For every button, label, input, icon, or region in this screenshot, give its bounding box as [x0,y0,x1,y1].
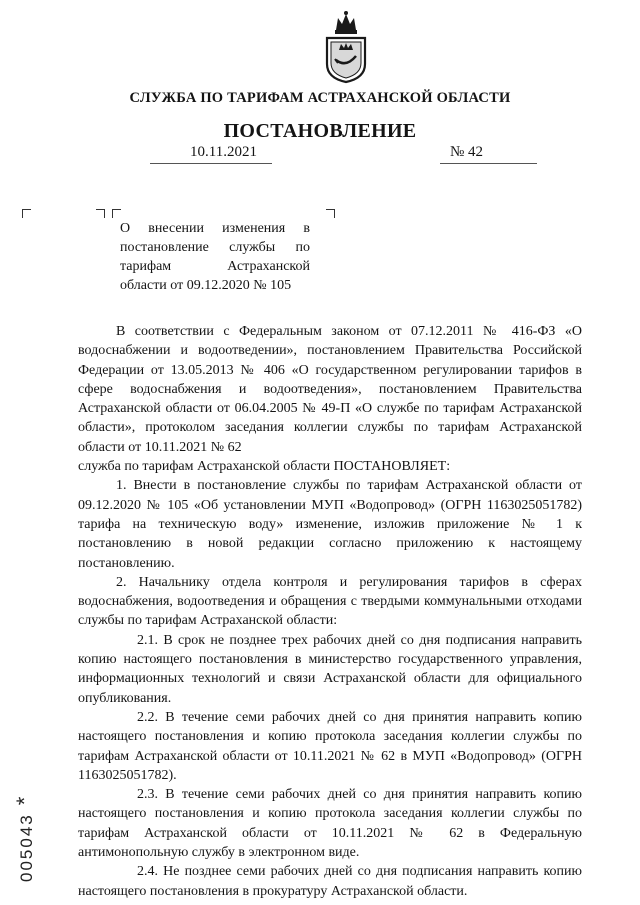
corner-mark [112,209,121,218]
date-underline [150,163,272,164]
coat-of-arms-icon [322,8,370,84]
number-underline [440,163,537,164]
registration-stamp [12,752,38,882]
document-body [78,322,582,901]
subject-line: области от 09.12.2020 № 105 [120,278,292,293]
subject-line: постановление службы по [120,240,310,255]
corner-mark [22,209,31,218]
preamble-paragraph: В соответствии с Федеральным законом от 07.12.2011 № 416-ФЗ «О водоснабжении и водоотведении», постановлением Правительства Российской Федерации от 13.05.2013 № 406 «О государственном регулировании тарифов в сфере водоснабжения и водоотведения», постановлением Правительства Астраханской области от 06.04.2005 № 49-П «О службе по тарифам Астраханской области», протоколом заседания коллегии службы по тарифам Астраханской области от 10.11.2021 № 62 [78,324,582,455]
agency-name: СЛУЖБА ПО ТАРИФАМ АСТРАХАНСКОЙ ОБЛАСТИ [129,90,511,106]
document-date: 10.11.2021 [190,144,257,160]
clause-2: 2. Начальнику отдела контроля и регулирования тарифов в сферах водоснабжения, водоотведения и обращения с твердыми коммунальными отходами службы по тарифам Астраханской области: [78,574,582,629]
document-type: ПОСТАНОВЛЕНИЕ [223,120,417,142]
corner-mark [96,209,105,218]
clause-2-1: 2.1. В срок не позднее трех рабочих дней со дня подписания направить копию настоящего постановления в министерство государственного управления, информационных технологий и связи Астраханской области для официального опубликования. [78,632,582,706]
subject-line: тарифам Астраханской [120,259,310,274]
document-number: № 42 [450,144,484,160]
document-subject [120,219,310,295]
clause-2-4: 2.4. Не позднее семи рабочих дней со дня подписания направить копию настоящего постановления в прокуратуру Астраханской области. [78,864,582,899]
stamp-star: * [12,794,37,806]
corner-mark [326,209,335,218]
clause-2-2: 2.2. В течение семи рабочих дней со дня принятия направить копию настоящего постановления и копию протокола заседания коллегии службы по тарифам Астраханской области от 10.11.2021 № 62 в МУП «Водопровод» (ОГРН 1163025051782). [78,709,582,783]
subject-line: О внесении изменения в [120,221,310,236]
clause-2-3: 2.3. В течение семи рабочих дней со дня принятия направить копию настоящего постановления и копию протокола заседания коллегии службы по тарифам Астраханской области от 10.11.2021 № 62 в Федеральную антимонопольную службу в электронном виде. [78,787,582,861]
stamp-code: 005043 [17,813,36,882]
clause-1: 1. Внести в постановление службы по тарифам Астраханской области от 09.12.2020 № 105 «Об установлении МУП «Водопровод» (ОГРН 1163025051782) тарифа на техническую воду» изменение, изложив приложение № 1 к постановлению в новой редакции согласно приложению к настоящему постановлению. [78,478,582,571]
resolution-phrase: служба по тарифам Астраханской области ПОСТАНОВЛЯЕТ: [78,459,451,475]
